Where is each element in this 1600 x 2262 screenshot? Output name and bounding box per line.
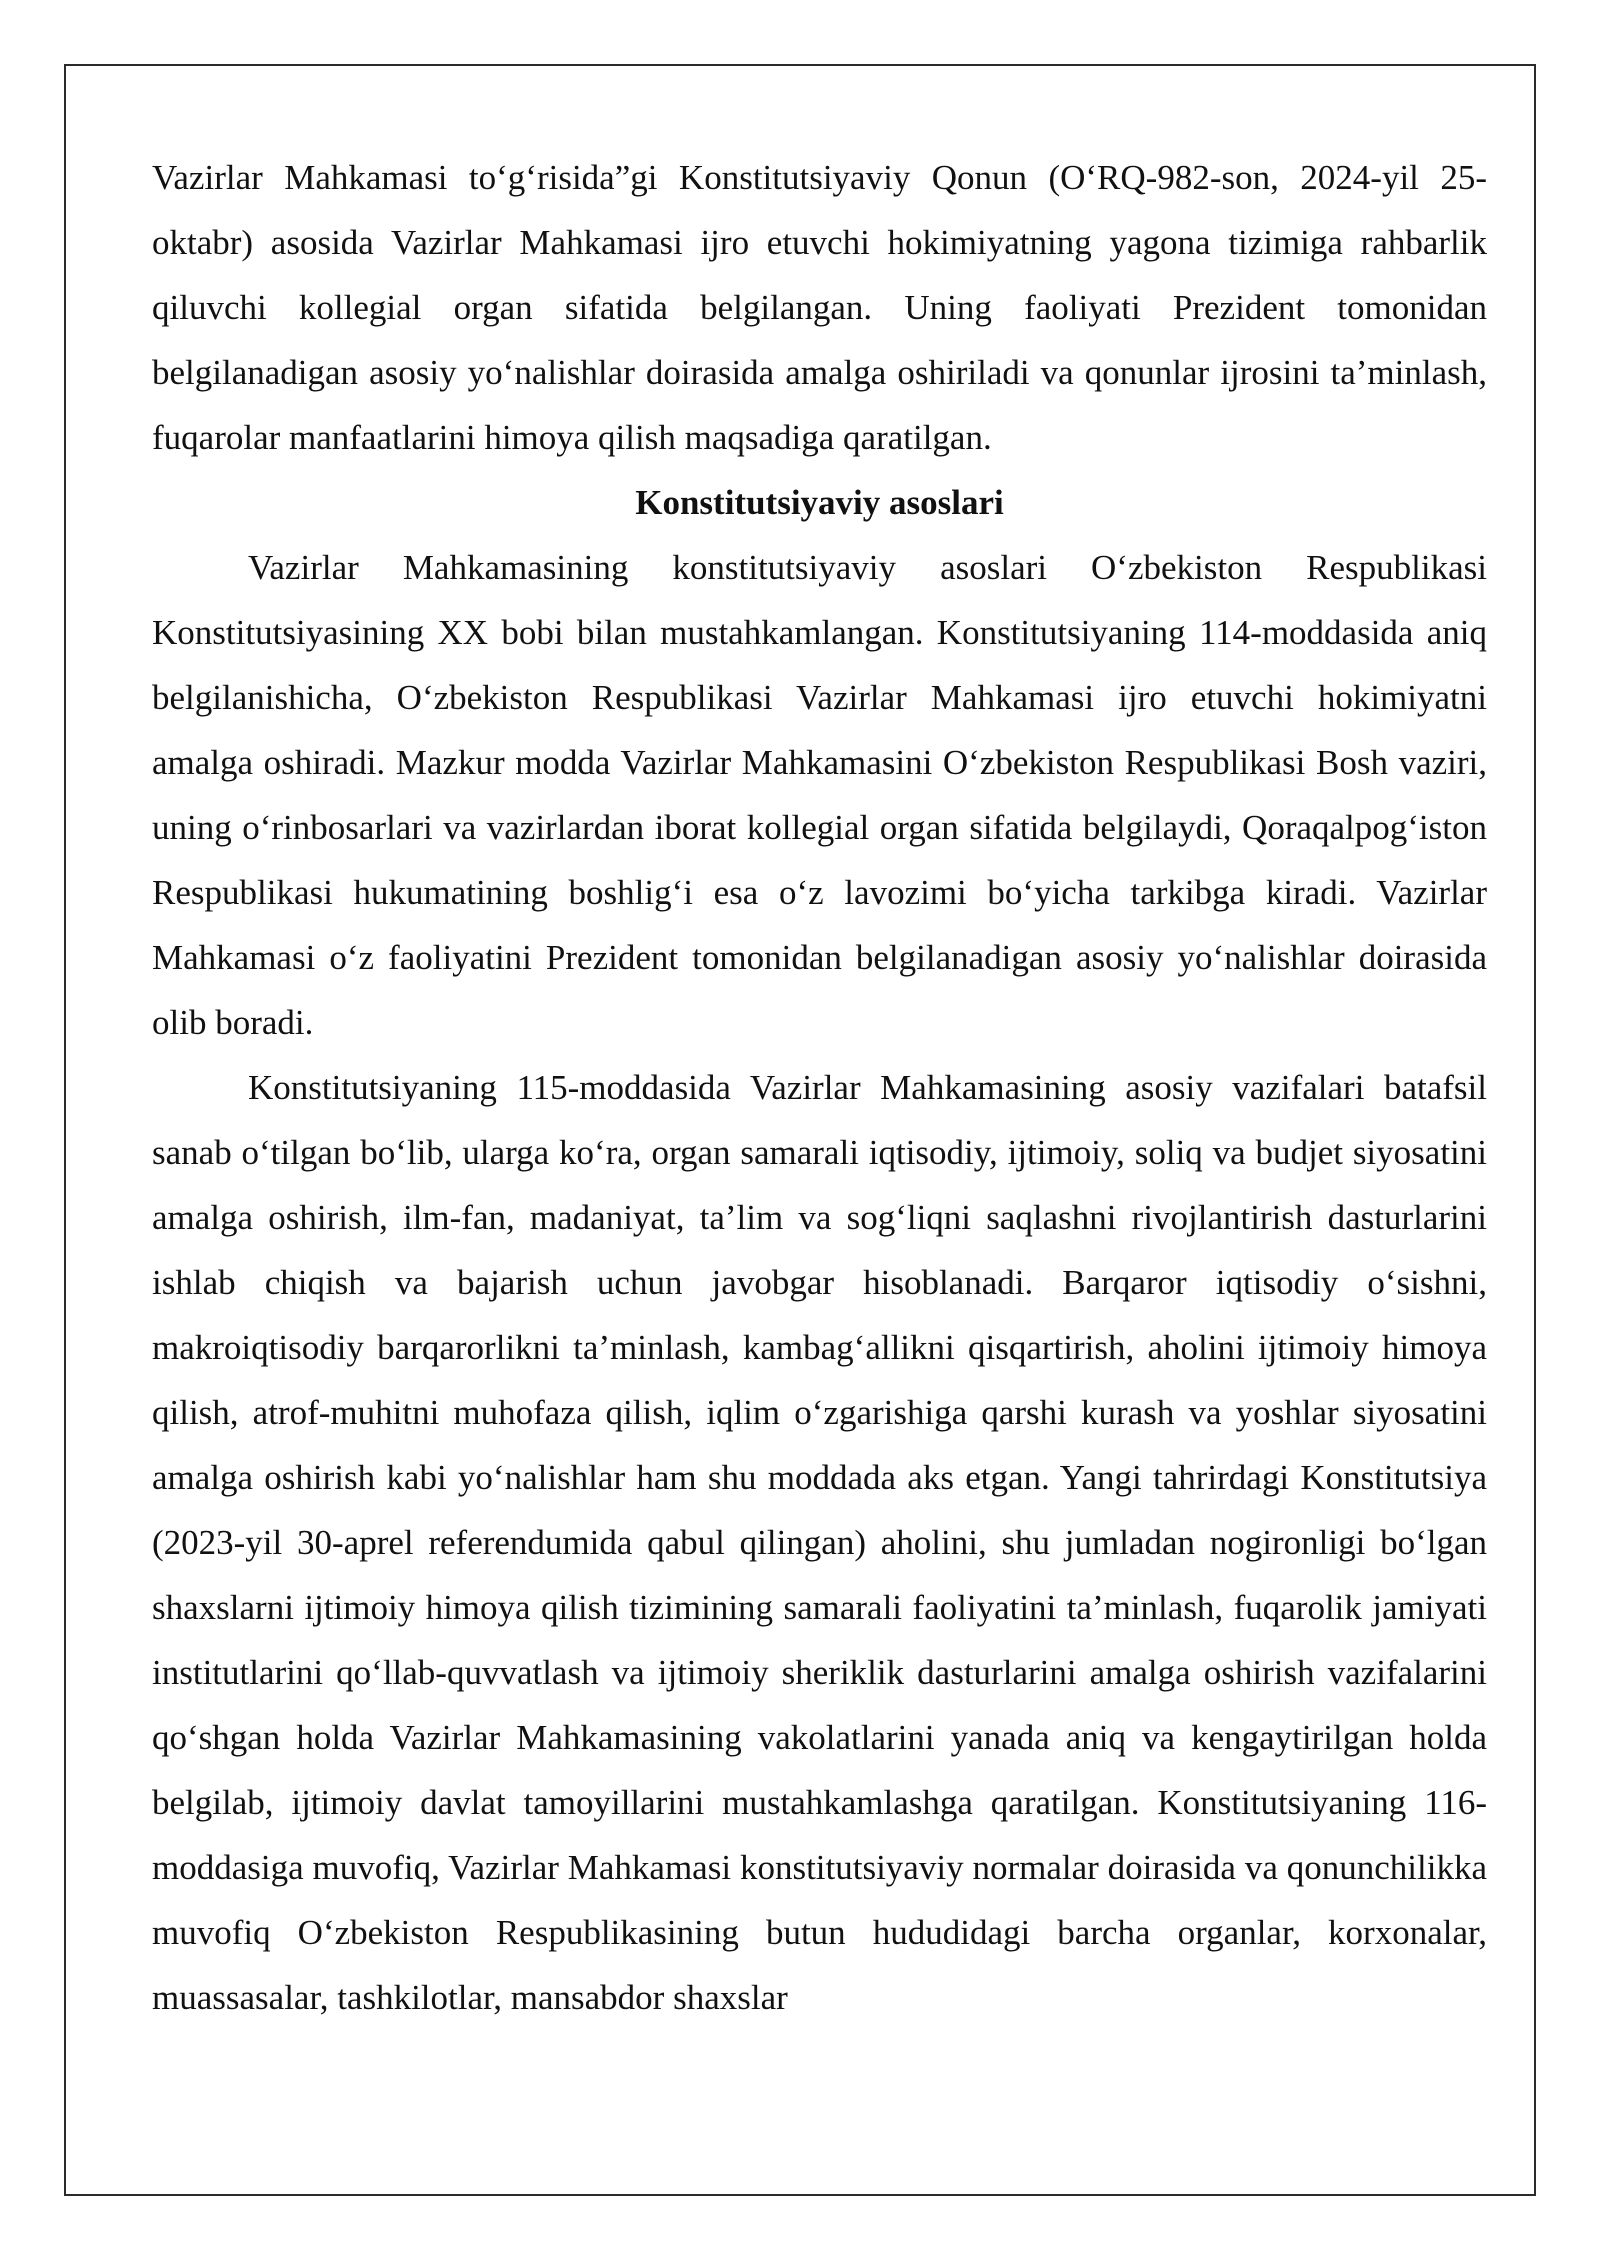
intro-paragraph: Vazirlar Mahkamasi to‘g‘risida”gi Konstitutsiyaviy Qonun (O‘RQ-982-son, 2024-yil 25-oktabr) asosida Vazirlar Mahkamasi ijro etuvchi hokimiyatning yagona tizimiga rahbarlik qiluvchi kollegial organ sifatida belgilangan. Uning faoliyati Prezident tomonidan belgilanadigan asosiy yo‘nalishlar doirasida amalga oshiriladi va qonunlar ijrosini ta’minlash, fuqarolar manfaatlarini himoya qilish maqsadiga qaratilgan. bbox=[152, 158, 1487, 457]
paragraph-article-115: Konstitutsiyaning 115-moddasida Vazirlar Mahkamasining asosiy vazifalari batafsil sanab o‘tilgan bo‘lib, ularga ko‘ra, organ samarali iqtisodiy, ijtimoiy, soliq va budjet siyosatini amalga oshirish, ilm-fan, madaniyat, ta’lim va sog‘liqni saqlashni rivojlantirish dasturlarini ishlab chiqish va bajarish uchun javobgar hisoblanadi. Barqaror iqtisodiy o‘sishni, makroiqtisodiy barqarorlikni ta’minlash, kambag‘allikni qisqartirish, aholini ijtimoiy himoya qilish, atrof-muhitni muhofaza qilish, iqlim o‘zgarishiga qarshi kurash va yoshlar siyosatini amalga oshirish kabi yo‘nalishlar ham shu moddada aks etgan. Yangi tahrirdagi Konstitutsiya (2023-yil 30-aprel referendumida qabul qilingan) aholini, shu jumladan nogironligi bo‘lgan shaxslarni ijtimoiy himoya qilish tizimining samarali faoliyatini ta’minlash, fuqarolik jamiyati institutlarini qo‘llab-quvvatlash va ijtimoiy sheriklik dasturlarini amalga oshirish vazifalarini qo‘shgan holda Vazirlar Mahkamasining vakolatlarini yanada aniq va kengaytirilgan holda belgilab, ijtimoiy davlat tamoyillarini mustahkamlashga qaratilgan. Konstitutsiyaning 116-moddasiga muvofiq, Vazirlar Mahkamasi konstitutsiyaviy normalar doirasida va qonunchilikka muvofiq O‘zbekiston Respublikasining butun hududidagi barcha organlar, korxonalar, muassasalar, tashkilotlar, mansabdor shaxslar bbox=[152, 1068, 1487, 2017]
paragraph-constitutional-basis: Vazirlar Mahkamasining konstitutsiyaviy asoslari O‘zbekiston Respublikasi Konstitutsiyasining XX bobi bilan mustahkamlangan. Konstitutsiyaning 114-moddasida aniq belgilanishicha, O‘zbekiston Respublikasi Vazirlar Mahkamasi ijro etuvchi hokimiyatni amalga oshiradi. Mazkur modda Vazirlar Mahkamasini O‘zbekiston Respublikasi Bosh vaziri, uning o‘rinbosarlari va vazirlardan iborat kollegial organ sifatida belgilaydi, Qoraqalpog‘iston Respublikasi hukumatining boshlig‘i esa o‘z lavozimi bo‘yicha tarkibga kiradi. Vazirlar Mahkamasi o‘z faoliyatini Prezident tomonidan belgilanadigan asosiy yo‘nalishlar doirasida olib boradi. bbox=[152, 548, 1487, 1042]
section-heading: Konstitutsiyaviy asoslari bbox=[635, 483, 1004, 522]
document-body bbox=[152, 145, 1487, 2030]
